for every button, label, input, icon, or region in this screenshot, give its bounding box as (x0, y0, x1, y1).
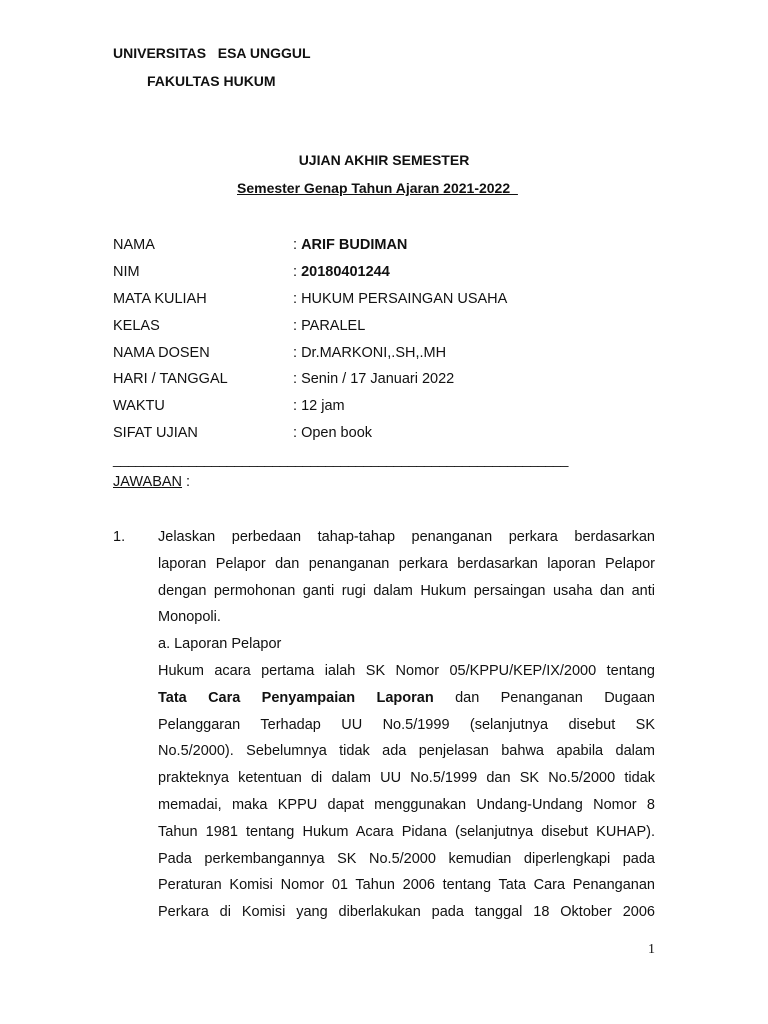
jawaban-heading (113, 474, 190, 490)
info-row-nama-dosen (113, 339, 507, 366)
info-value: Open book (301, 424, 373, 441)
info-label: SIFAT UJIAN (113, 424, 198, 441)
question-line: dengan permohonan ganti rugi dalam Hukum persaingan usaha dan anti (158, 582, 655, 599)
info-separator: : (293, 398, 302, 415)
separator-line: ____________________________________________________________ (113, 451, 569, 467)
jawaban-label: JAWABAN (113, 474, 183, 490)
jawaban-suffix: : (182, 474, 191, 490)
info-value: 12 jam (301, 398, 345, 415)
answer-line (158, 685, 655, 712)
question-text (158, 524, 655, 631)
info-label: HARI / TANGGAL (113, 371, 228, 388)
info-label: WAKTU (113, 398, 165, 415)
answer-line: Peraturan Komisi Nomor 01 Tahun 2006 tentang Tata Cara Penanganan (158, 877, 655, 894)
exam-title: UJIAN AKHIR SEMESTER (298, 152, 470, 168)
info-row-waktu (113, 393, 507, 420)
answer-line: Perkara di Komisi yang diberlakukan pada tanggal 18 Oktober 2006 (158, 904, 655, 921)
info-value: PARALEL (301, 317, 366, 334)
info-row-kelas (113, 312, 507, 339)
info-separator: : (293, 290, 302, 307)
answer-line: Hukum acara pertama ialah SK Nomor 05/KPPU/KEP/IX/2000 tentang (158, 663, 655, 679)
answer-line: prakteknya ketentuan di dalam UU No.5/1999 dan SK No.5/2000 tidak (158, 770, 655, 787)
subsection-a-label: a. Laporan Pelapor (158, 636, 282, 652)
answer-line: Pada perkembangannya SK No.5/2000 kemudian diperlengkapi pada (158, 850, 655, 867)
info-row-hari-tanggal (113, 366, 507, 393)
bold-phrase: Tata Cara Penyampaian Laporan (158, 689, 434, 706)
info-row-sifat-ujian (113, 420, 507, 447)
question-line: Jelaskan perbedaan tahap-tahap penanganan perkara berdasarkan (158, 529, 655, 545)
info-label: MATA KULIAH (113, 290, 207, 307)
answer-line: Pelanggaran Terhadap UU No.5/1999 (selanjutnya disebut SK (158, 716, 655, 733)
answer-paragraph (158, 658, 655, 926)
question-line: laporan Pelapor dan penanganan perkara berdasarkan laporan Pelapor (158, 555, 655, 572)
info-label: NIM (113, 264, 140, 281)
info-separator: : (293, 424, 302, 441)
info-separator: : (293, 344, 302, 361)
question-number: 1. (113, 529, 126, 545)
answer-line-rest: dan Penanganan Dugaan (433, 689, 655, 706)
info-value: Senin / 17 Januari 2022 (301, 371, 455, 388)
faculty-name: FAKULTAS HUKUM (147, 73, 276, 89)
info-label: NAMA DOSEN (113, 344, 210, 361)
question-line: Monopoli. (158, 609, 221, 626)
page-number: 1 (648, 942, 655, 957)
university-name: UNIVERSITAS ESA UNGGUL (113, 45, 311, 61)
info-row-nama (113, 232, 507, 259)
answer-line: Tahun 1981 tentang Hukum Acara Pidana (selanjutnya disebut KUHAP). (158, 823, 655, 840)
info-separator: : (293, 237, 302, 254)
student-info-table (113, 232, 507, 446)
info-value: 20180401244 (301, 264, 390, 281)
info-separator: : (293, 317, 302, 334)
answer-line: No.5/2000). Sebelumnya tidak ada penjelasan bahwa apabila dalam (158, 743, 655, 760)
info-label: KELAS (113, 317, 160, 334)
info-row-mata-kuliah (113, 286, 507, 313)
semester-subtitle: Semester Genap Tahun Ajaran 2021-2022 (237, 180, 518, 196)
info-value: HUKUM PERSAINGAN USAHA (301, 290, 508, 307)
info-value: ARIF BUDIMAN (301, 237, 408, 254)
info-separator: : (293, 264, 302, 281)
info-row-nim (113, 259, 507, 286)
subsection-heading (158, 631, 655, 658)
info-value: Dr.MARKONI,.SH,.MH (301, 344, 447, 361)
info-separator: : (293, 371, 302, 388)
info-label: NAMA (113, 237, 155, 254)
answer-line: memadai, maka KPPU dapat menggunakan Undang-Undang Nomor 8 (158, 796, 655, 813)
